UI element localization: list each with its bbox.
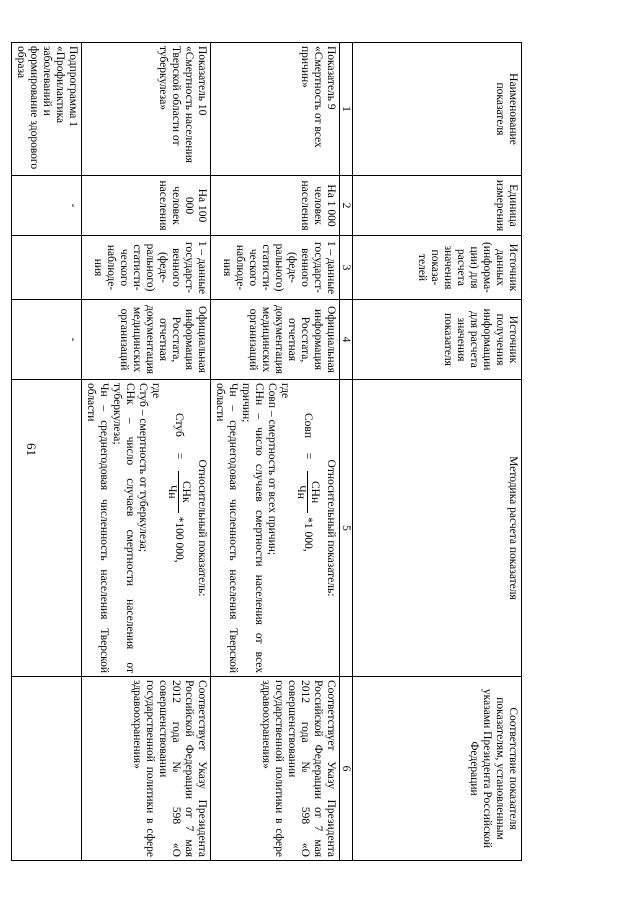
formula-equals: =	[173, 452, 185, 460]
info-source-cell: Официальная информация Росстата, отчетная документация медицинских организаций	[211, 300, 340, 380]
source-cell: 1 – данные государст-венного (феде-рального) статисти-ческого наблюде-ния	[211, 236, 340, 300]
column-number: 4	[340, 300, 353, 380]
header-method: Методика расчета показателя	[353, 380, 522, 677]
indicator-name: Показатель 10 «Смертность населения Тверской области от туберкулеза»	[82, 43, 211, 176]
formula-multiplier: *100 000,	[173, 516, 185, 563]
column-number: 3	[340, 236, 353, 300]
column-number: 1	[340, 43, 353, 176]
column-number: 5	[340, 380, 353, 677]
source-cell: 1 – данные государст-венного (феде-рального) статисти-ческого наблюде-ния	[82, 236, 211, 300]
table-row	[12, 43, 82, 861]
source-cell	[12, 236, 82, 300]
indicator-name: Показатель 9 «Смертность от всех причин»	[211, 43, 340, 176]
formula-fraction	[294, 471, 321, 513]
unit-cell: На 1 000 человек населения	[211, 176, 340, 236]
info-source-cell: -	[12, 300, 82, 380]
formula-numerator: СНк	[178, 471, 192, 513]
formula-denominator: Чн	[295, 485, 307, 499]
method-intro: Относительный показатель:	[325, 459, 337, 597]
header-compliance: Соответствие показателя показателям, установленным указами Президента Российской Федерации	[353, 677, 522, 861]
method-where: где	[150, 383, 162, 399]
formula	[294, 413, 321, 673]
header-info-source: Источник получения информации для расчета значения показателя	[353, 300, 522, 380]
column-number-row	[340, 43, 353, 861]
unit-cell: На 100 000 человек населения	[82, 176, 211, 236]
method-where: где	[279, 383, 291, 399]
column-number: 6	[340, 677, 353, 861]
method-intro: Относительный показатель:	[196, 459, 208, 597]
header-unit: Единица измерения	[353, 176, 522, 236]
header-row	[353, 43, 522, 861]
method-line: СНк – число случаев смертности населения от туберкулеза;	[111, 383, 136, 673]
header-name: Наименование показателя	[353, 43, 522, 176]
method-cell	[12, 380, 82, 677]
method-line: Чн – среднегодовая численность населения Тверской области	[85, 383, 110, 673]
formula-variable: Стуб	[173, 413, 185, 437]
method-cell	[82, 380, 211, 677]
formula	[165, 413, 192, 673]
unit-cell: -	[12, 176, 82, 236]
info-source-cell: Официальная информация Росстата, отчетная документация медицинских организаций	[82, 300, 211, 380]
method-line: СНн – число случаев смертности населения от всех причин;	[240, 383, 265, 673]
compliance-cell: Соответствует Указу Президента Российской Федерации от 7 мая 2012 года № 598 «О совершенствовании государственной политики в сфере здравоохранения»	[211, 677, 340, 861]
compliance-cell	[12, 677, 82, 861]
method-line: Совп – смертность от всех причин;	[266, 383, 278, 556]
subprogram-name: Подпрограмма 1 «Профилактика заболеваний и формирование здорового образа	[12, 43, 82, 176]
formula-numerator: СНн	[307, 471, 321, 513]
method-line: Стуб – смертность от туберкулеза;	[137, 383, 149, 552]
header-source: Источник данных (информа-ции) для расчета значения показа-телей	[353, 236, 522, 300]
formula-variable: Совп	[302, 413, 314, 439]
formula-denominator: Чн	[166, 484, 178, 499]
method-line: Чн – среднегодовая численность населения Тверской области	[214, 383, 239, 673]
table-row	[82, 43, 211, 861]
page-number: 61	[24, 443, 39, 456]
column-number: 2	[340, 176, 353, 236]
formula-multiplier: *1 000,	[302, 517, 314, 552]
formula-fraction	[165, 471, 192, 513]
method-cell	[211, 380, 340, 677]
indicator-table	[11, 42, 522, 861]
compliance-cell: Соответствует Указу Президента Российской Федерации от 7 мая 2012 года № 598 «О совершенствовании государственной политики в сфере здравоохранения»	[82, 677, 211, 861]
formula-equals: =	[302, 452, 314, 460]
table-row	[211, 43, 340, 861]
